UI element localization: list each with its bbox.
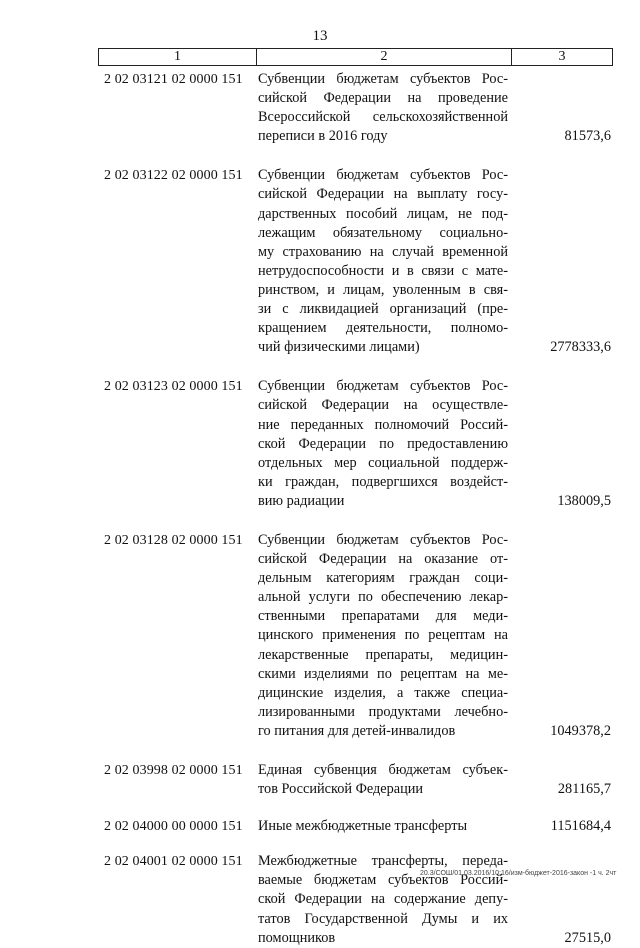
description-line: ринством, и лицам, уволенным в свя- bbox=[258, 281, 508, 298]
description-line: Всероссийской сельскохозяйственной bbox=[258, 109, 508, 126]
budget-code: 2 02 03122 02 0000 151 bbox=[104, 168, 243, 184]
description bbox=[258, 70, 508, 146]
column-header-3: 3 bbox=[558, 49, 566, 64]
description-line: Субвенции бюджетам субъектов Рос- bbox=[258, 531, 508, 548]
description-line: сийской Федерации на выплату госу- bbox=[258, 186, 508, 203]
description-line: ственными препаратами для меди- bbox=[258, 608, 508, 625]
description-line: сийской Федерации на осуществле- bbox=[258, 397, 508, 414]
budget-code: 2 02 04001 02 0000 151 bbox=[104, 854, 243, 870]
description-line: дарственных пособий лицам, не под- bbox=[258, 205, 508, 222]
table-body bbox=[98, 70, 613, 948]
description-line: альной услуги по обеспечению лекар- bbox=[258, 589, 508, 606]
description-line: ваемые бюджетам субъектов Россий- bbox=[258, 872, 508, 889]
column-header-2: 2 bbox=[257, 49, 512, 65]
description-line: цинского применения по рецептам на bbox=[258, 627, 508, 644]
description-line: Межбюджетные трансферты, переда- bbox=[258, 853, 508, 870]
amount: 2778333,6 bbox=[550, 339, 611, 356]
footer-stamp: 20.3/СОШ/01.03.2016/10:16/изм-бюджет-2016-закон -1 ч. 2чт bbox=[420, 870, 617, 877]
description-line: ской Федерации на содержание депу- bbox=[258, 891, 508, 908]
amount: 281165,7 bbox=[557, 781, 611, 798]
budget-code: 2 02 03121 02 0000 151 bbox=[104, 72, 243, 87]
amount: 1049378,2 bbox=[550, 723, 611, 739]
table-row bbox=[98, 531, 613, 741]
table-row bbox=[98, 761, 613, 799]
description-line: Субвенции бюджетам субъектов Рос- bbox=[258, 378, 508, 395]
description-line: Единая субвенция бюджетам субъек- bbox=[258, 762, 508, 778]
page-number: 13 bbox=[312, 28, 328, 44]
description-line: го питания для детей-инвалидов bbox=[258, 722, 456, 739]
description-line: переписи в 2016 году bbox=[258, 128, 388, 145]
table-row bbox=[98, 852, 613, 947]
description-line: дельным категориям граждан соци- bbox=[258, 570, 508, 587]
amount: 138009,5 bbox=[557, 492, 611, 509]
description-line: ки граждан, подвергшихся воздейст- bbox=[258, 473, 508, 490]
description-line: скими изделиями по рецептам на ме- bbox=[258, 665, 508, 682]
description-line: нетрудоспособности и в связи с мате- bbox=[258, 262, 508, 279]
description bbox=[258, 761, 508, 799]
amount: 81573,6 bbox=[564, 128, 611, 145]
column-header-1: 1 bbox=[99, 49, 257, 65]
table-row bbox=[98, 817, 613, 836]
description-line: Иные межбюджетные трансферты bbox=[258, 818, 468, 835]
description-line: вию радиации bbox=[258, 492, 345, 509]
description-line: отдельных мер социальной поддерж- bbox=[258, 454, 508, 471]
table-header bbox=[98, 48, 613, 66]
table-row bbox=[98, 70, 613, 146]
table-row bbox=[98, 377, 613, 511]
description bbox=[258, 377, 508, 511]
description-line: ской Федерации по предоставлению bbox=[258, 435, 508, 452]
description-line: сийской Федерации на оказание от- bbox=[258, 551, 508, 568]
description-line: му страхованию на случай временной bbox=[258, 243, 508, 260]
description-line: Субвенции бюджетам субъектов Рос- bbox=[258, 167, 508, 184]
description-line: тов Российской Федерации bbox=[258, 781, 424, 798]
description-line: зи с ликвидацией организаций (пре- bbox=[258, 301, 508, 318]
description bbox=[258, 531, 508, 741]
budget-code: 2 02 03128 02 0000 151 bbox=[104, 532, 243, 548]
description bbox=[258, 166, 508, 357]
description-line: лизированными продуктами лечебно- bbox=[258, 703, 508, 720]
budget-code: 2 02 03998 02 0000 151 bbox=[104, 763, 243, 778]
description-line: лекарственные препараты, медицин- bbox=[258, 646, 508, 663]
description bbox=[258, 852, 508, 947]
description-line: лежащим обязательному социально- bbox=[258, 224, 508, 241]
budget-code: 2 02 03123 02 0000 151 bbox=[104, 379, 243, 395]
amount: 1151684,4 bbox=[550, 818, 611, 835]
description-line: ние переданных полномочий Россий- bbox=[258, 416, 508, 433]
table-row bbox=[98, 166, 613, 357]
description-line: татов Государственной Думы и их bbox=[258, 910, 508, 927]
description-line: дицинские изделия, а также специа- bbox=[258, 684, 508, 701]
description-line: помощников bbox=[258, 929, 336, 946]
budget-code: 2 02 04000 00 0000 151 bbox=[104, 819, 243, 835]
description-line: сийской Федерации на проведение bbox=[258, 90, 508, 107]
description-line: Субвенции бюджетам субъектов Рос- bbox=[258, 71, 508, 87]
description-line: кращением деятельности, полномо- bbox=[258, 320, 508, 337]
description-line: чий физическими лицами) bbox=[258, 339, 420, 356]
description bbox=[258, 817, 508, 836]
amount: 27515,0 bbox=[564, 929, 611, 946]
